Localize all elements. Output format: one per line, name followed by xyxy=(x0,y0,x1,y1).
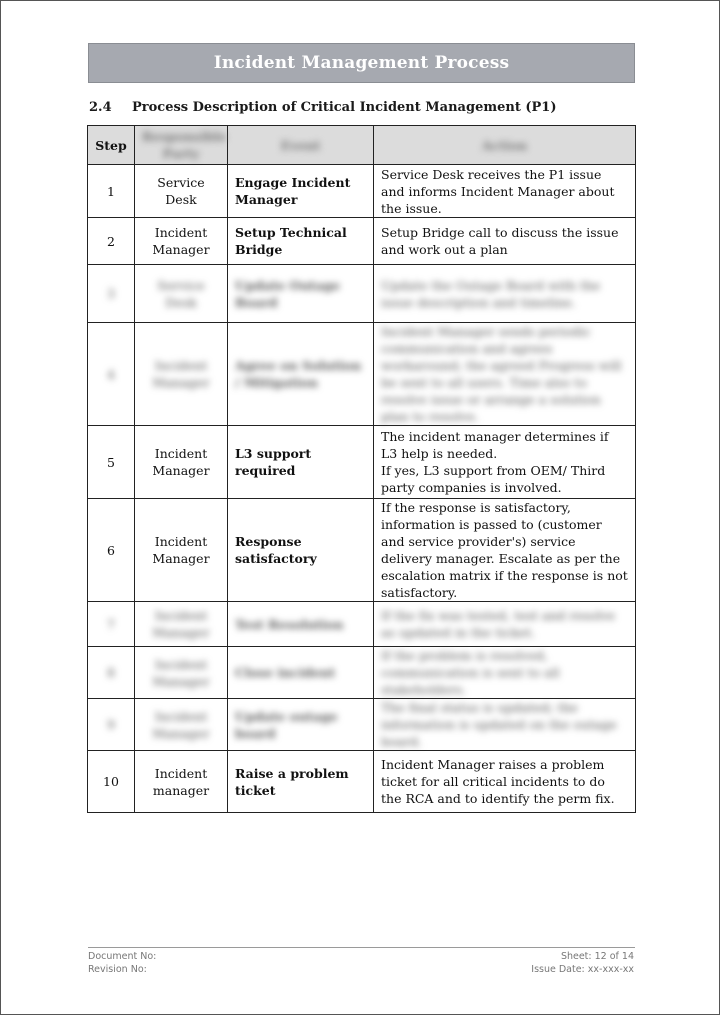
step-cell-text: 3 xyxy=(107,286,115,301)
role-cell xyxy=(135,499,228,602)
role-cell-text: Service Desk xyxy=(157,175,205,207)
activity-cell-text: Update Outage Board xyxy=(235,277,341,310)
footer-issue-date: Issue Date: xx-xxx-xx xyxy=(531,964,634,975)
details-cell xyxy=(374,699,636,751)
header-activity-label: Event xyxy=(280,137,321,153)
header-details-label: Action xyxy=(481,137,528,153)
step-cell xyxy=(88,426,135,499)
section-number: 2.4 xyxy=(89,100,112,115)
activity-cell-text: Close incident xyxy=(235,665,336,680)
activity-cell xyxy=(228,602,374,647)
details-cell-text: If the fix was tested, test and resolve as updated in the ticket. xyxy=(381,608,616,640)
step-cell-text: 4 xyxy=(107,366,115,382)
activity-cell-text: Agree on Solution / Mitigation xyxy=(235,358,362,390)
details-cell-text: Setup Bridge call to discuss the issue and work out a plan xyxy=(381,225,619,257)
details-cell xyxy=(374,265,636,323)
section-title: Process Description of Critical Incident Management (P1) xyxy=(132,100,557,115)
header-step-label: Step xyxy=(95,137,127,153)
footer-revision-no: Revision No: xyxy=(88,964,147,975)
table-row xyxy=(88,647,636,699)
role-cell xyxy=(135,165,228,218)
table-row xyxy=(88,426,636,499)
table-row xyxy=(88,165,636,218)
role-cell xyxy=(135,323,228,426)
role-cell-text: Incident manager xyxy=(152,765,210,798)
details-cell xyxy=(374,165,636,218)
details-cell-text: Incident Manager raises a problem ticket for all critical incidents to do the RCA and to identify the perm fix. xyxy=(381,757,615,806)
activity-cell xyxy=(228,265,374,323)
role-cell xyxy=(135,647,228,699)
details-cell xyxy=(374,323,636,426)
step-cell xyxy=(88,323,135,426)
details-cell-text: If the problem is resolved, communication is sent to all stakeholders. xyxy=(381,648,560,697)
banner-title: Incident Management Process xyxy=(88,43,635,83)
step-cell-text: 8 xyxy=(107,665,115,680)
activity-cell xyxy=(228,499,374,602)
step-cell xyxy=(88,165,135,218)
step-cell-text: 1 xyxy=(107,183,115,199)
activity-cell-text: Update outage board xyxy=(235,708,338,741)
role-cell-text: Incident Manager xyxy=(152,534,210,566)
process-table xyxy=(87,125,636,813)
role-cell xyxy=(135,218,228,265)
header-activity xyxy=(228,126,374,165)
details-cell xyxy=(374,602,636,647)
table-row xyxy=(88,499,636,602)
step-cell-text: 9 xyxy=(107,717,115,732)
table-row xyxy=(88,751,636,813)
table-row xyxy=(88,323,636,426)
details-cell-text: Update the Outage Board with the issue description and timeline. xyxy=(381,277,601,310)
step-cell xyxy=(88,751,135,813)
table-row xyxy=(88,265,636,323)
step-cell xyxy=(88,218,135,265)
activity-cell-text: L3 support required xyxy=(235,446,312,478)
footer-sheet: Sheet: 12 of 14 xyxy=(560,951,634,962)
role-cell xyxy=(135,265,228,323)
role-cell-text: Incident Manager xyxy=(152,656,210,689)
table-header-row xyxy=(88,126,636,165)
role-cell-text: Incident Manager xyxy=(152,225,210,257)
details-cell xyxy=(374,499,636,602)
details-cell xyxy=(374,647,636,699)
role-cell-text: Service Desk xyxy=(157,277,205,310)
activity-cell xyxy=(228,218,374,265)
details-cell xyxy=(374,426,636,499)
role-cell-text: Incident Manager xyxy=(152,608,210,640)
details-cell-text: The incident manager determines if L3 help is needed. If yes, L3 support from OEM/ Third party companies is involved. xyxy=(381,429,609,495)
role-cell-text: Incident Manager xyxy=(152,358,210,390)
activity-cell-text: Response satisfactory xyxy=(235,534,317,566)
step-cell-text: 10 xyxy=(103,774,119,789)
step-cell-text: 7 xyxy=(107,616,115,632)
activity-cell xyxy=(228,426,374,499)
footer-divider xyxy=(88,947,635,948)
activity-cell-text: Raise a problem ticket xyxy=(235,765,349,798)
details-cell-text: Incident Manager sends periodic communication and agrees workaround; the agreed Progress will be sent to all users. Time also to resolve issue or arrange a solution plan to resolve. xyxy=(381,324,622,424)
header-details xyxy=(374,126,636,165)
header-role-label: Responsible Party xyxy=(142,129,227,161)
step-cell xyxy=(88,499,135,602)
role-cell xyxy=(135,751,228,813)
table-row xyxy=(88,699,636,751)
role-cell-text: Incident Manager xyxy=(152,446,210,478)
activity-cell xyxy=(228,699,374,751)
activity-cell-text: Setup Technical Bridge xyxy=(235,225,347,257)
step-cell xyxy=(88,602,135,647)
role-cell xyxy=(135,699,228,751)
details-cell-text: If the response is satisfactory, information is passed to (customer and service provider's) service delivery manager. Escalate as per the escalation matrix if the response is not satisfactory. xyxy=(381,500,628,600)
header-step xyxy=(88,126,135,165)
step-cell xyxy=(88,647,135,699)
activity-cell xyxy=(228,751,374,813)
role-cell-text: Incident Manager xyxy=(152,708,210,741)
details-cell xyxy=(374,218,636,265)
footer-document-no: Document No: xyxy=(88,951,157,962)
details-cell-text: The final status is updated; the information is updated on the outage board. xyxy=(381,700,617,749)
activity-cell xyxy=(228,165,374,218)
activity-cell xyxy=(228,323,374,426)
activity-cell-text: Engage Incident Manager xyxy=(235,175,351,207)
table-row xyxy=(88,218,636,265)
role-cell xyxy=(135,602,228,647)
step-cell-text: 5 xyxy=(107,454,115,470)
step-cell xyxy=(88,265,135,323)
table-row xyxy=(88,602,636,647)
details-cell-text: Service Desk receives the P1 issue and informs Incident Manager about the issue. xyxy=(381,166,615,216)
role-cell xyxy=(135,426,228,499)
step-cell xyxy=(88,699,135,751)
activity-cell-text: Test Resolution xyxy=(235,616,344,632)
header-role xyxy=(135,126,228,165)
section-heading xyxy=(89,100,556,115)
activity-cell xyxy=(228,647,374,699)
step-cell-text: 2 xyxy=(107,233,115,249)
step-cell-text: 6 xyxy=(107,542,115,558)
details-cell xyxy=(374,751,636,813)
